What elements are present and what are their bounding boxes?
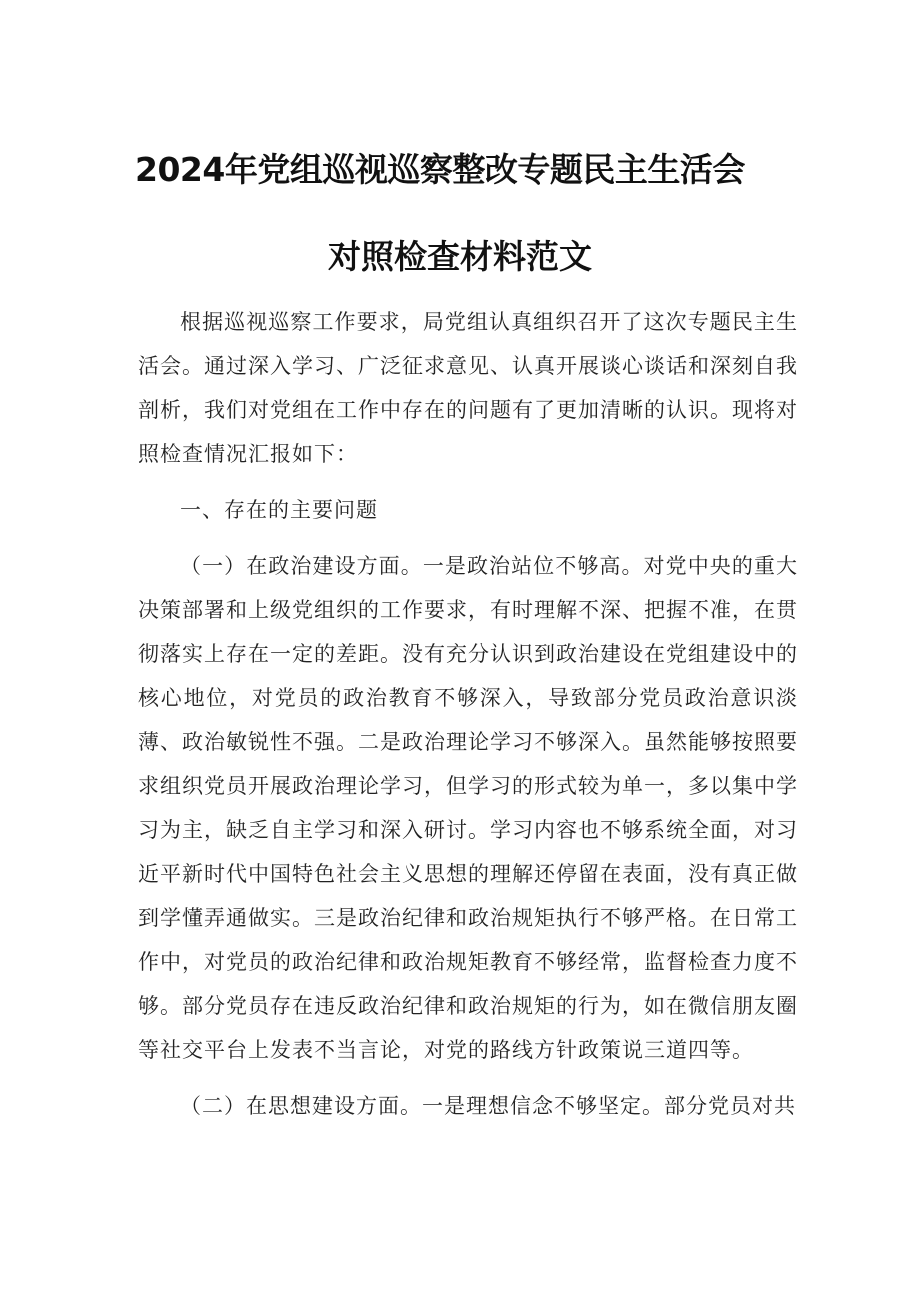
intro-paragraph: 根据巡视巡察工作要求，局党组认真组织召开了这次专题民主生活会。通过深入学习、广泛征求意见、认真开展谈心谈话和深刻自我剖析，我们对党组在工作中存在的问题有了更加清晰的认识。现将对照检查情况汇报如下： (138, 310, 798, 466)
document-body (138, 300, 798, 1128)
document-title-line-1: 2024年党组巡视巡察整改专题民主生活会 (135, 150, 745, 189)
ideological-building-paragraph: （二）在思想建设方面。一是理想信念不够坚定。部分党员对共 (180, 1094, 796, 1118)
document-title-line-2: 对照检查材料范文 (328, 237, 592, 276)
section-heading-problems: 一、存在的主要问题 (180, 498, 378, 522)
political-building-paragraph: （一）在政治建设方面。一是政治站位不够高。对党中央的重大决策部署和上级党组织的工作要求，有时理解不深、把握不准，在贯彻落实上存在一定的差距。没有充分认识到政治建设在党组建设中的核心地位，对党员的政治教育不够深入，导致部分党员政治意识淡薄、政治敏锐性不强。二是政治理论学习不够深入。虽然能够按照要求组织党员开展政治理论学习，但学习的形式较为单一，多以集中学习为主，缺乏自主学习和深入研讨。学习内容也不够系统全面，对习近平新时代中国特色社会主义思想的理解还停留在表面，没有真正做到学懂弄通做实。三是政治纪律和政治规矩执行不够严格。在日常工作中，对党员的政治纪律和政治规矩教育不够经常，监督检查力度不够。部分党员存在违反政治纪律和政治规矩的行为，如在微信朋友圈等社交平台上发表不当言论，对党的路线方针政策说三道四等。 (138, 554, 798, 1062)
